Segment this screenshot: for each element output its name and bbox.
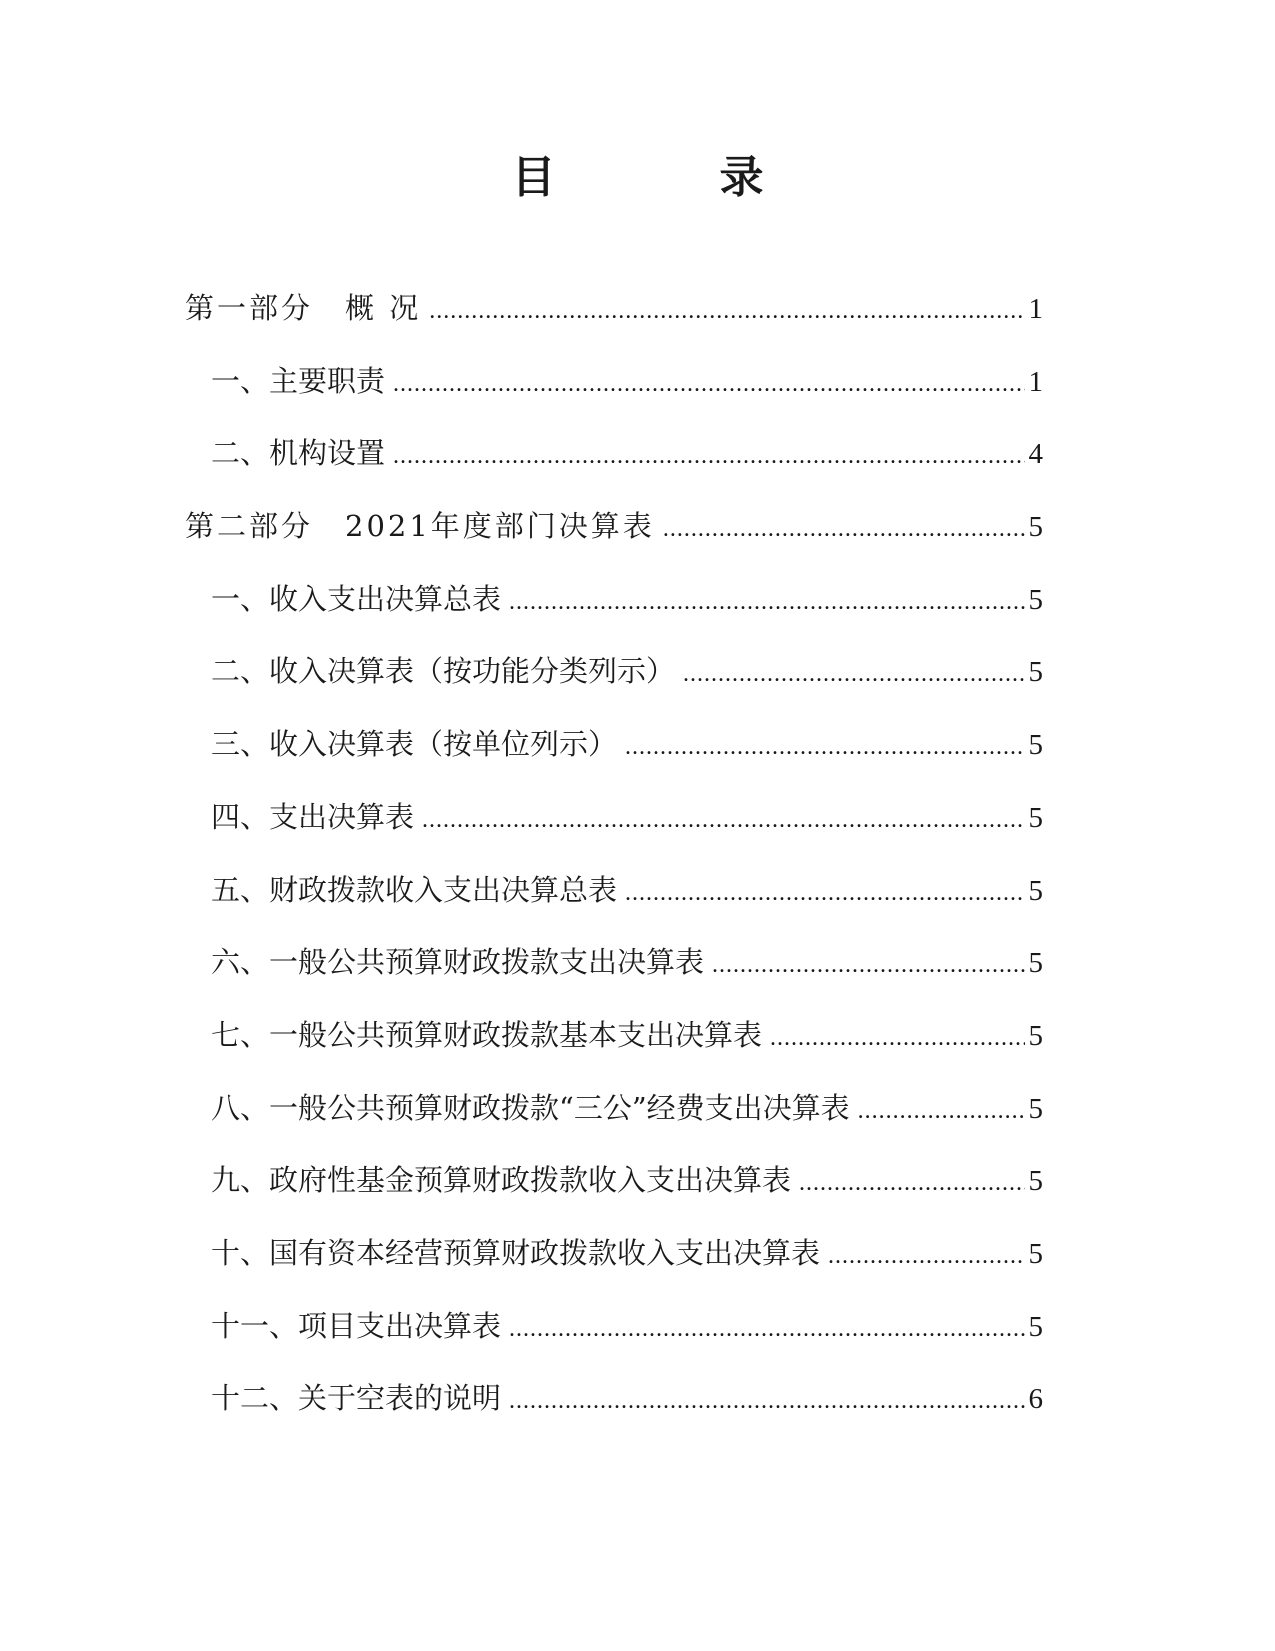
toc-entry-label: 八、一般公共预算财政拨款“三公”经费支出决算表 [211, 1090, 850, 1125]
dot-leader [393, 364, 1024, 404]
dot-leader [683, 654, 1024, 694]
toc-entry-page: 5 [1028, 1237, 1043, 1270]
toc-entry-label: 十、国有资本经营预算财政拨款收入支出决算表 [211, 1235, 821, 1270]
toc-entry-page: 5 [1028, 511, 1043, 544]
toc-entry-page: 5 [1028, 874, 1043, 907]
dot-leader [663, 509, 1025, 549]
toc-entry-label: 四、支出决算表 [211, 799, 415, 834]
toc-entry[interactable] [185, 942, 1043, 1015]
toc-entry-page: 5 [1028, 729, 1043, 762]
toc-entry-label: 一、收入支出决算总表 [211, 581, 502, 616]
toc-entry[interactable] [185, 1088, 1043, 1161]
dot-leader [422, 800, 1024, 840]
toc-entry-label: 六、一般公共预算财政拨款支出决算表 [211, 945, 705, 980]
toc-entry-page: 5 [1028, 1092, 1043, 1125]
toc-entry-label: 九、政府性基金预算财政拨款收入支出决算表 [211, 1163, 792, 1198]
toc-entry[interactable] [185, 724, 1043, 797]
toc-entry-label: 二、机构设置 [211, 436, 386, 471]
table-of-contents [185, 288, 1043, 1451]
toc-entry-label: 二、收入决算表（按功能分类列示） [211, 654, 676, 689]
toc-entry[interactable] [185, 1378, 1043, 1451]
dot-leader [799, 1163, 1024, 1203]
toc-entry[interactable] [185, 433, 1043, 506]
toc-entry-page: 5 [1028, 1019, 1043, 1052]
toc-entry[interactable] [185, 870, 1043, 943]
toc-entry-page: 5 [1028, 947, 1043, 980]
dot-leader [770, 1018, 1024, 1058]
toc-entry-label: 五、财政拨款收入支出决算总表 [211, 872, 618, 907]
dot-leader [509, 1309, 1024, 1349]
toc-entry-label: 一、主要职责 [211, 363, 386, 398]
dot-leader [625, 727, 1024, 767]
toc-entry-page: 5 [1028, 801, 1043, 834]
toc-entry[interactable] [185, 579, 1043, 652]
toc-entry[interactable] [185, 1160, 1043, 1233]
toc-entry[interactable] [185, 361, 1043, 434]
dot-leader [858, 1091, 1025, 1131]
toc-entry-page: 5 [1028, 583, 1043, 616]
page-title: 目 录 [511, 152, 824, 203]
toc-entry[interactable] [185, 797, 1043, 870]
dot-leader [509, 1381, 1024, 1421]
toc-entry-label: 第二部分 2021年度部门决算表 [185, 509, 655, 544]
dot-leader [393, 436, 1024, 476]
toc-entry-label: 三、收入决算表（按单位列示） [211, 727, 618, 762]
toc-entry-page: 1 [1028, 365, 1043, 398]
toc-entry-page: 6 [1028, 1383, 1043, 1416]
toc-entry-label: 十二、关于空表的说明 [211, 1381, 502, 1416]
toc-entry-page: 1 [1028, 293, 1043, 325]
dot-leader [712, 945, 1024, 985]
toc-entry-label: 十一、项目支出决算表 [211, 1308, 502, 1343]
toc-entry-page: 4 [1028, 438, 1043, 471]
dot-leader [625, 873, 1024, 913]
dot-leader [828, 1236, 1024, 1276]
toc-entry[interactable] [185, 506, 1043, 579]
toc-entry-label: 七、一般公共预算财政拨款基本支出决算表 [211, 1017, 763, 1052]
toc-entry-page: 5 [1028, 1165, 1043, 1198]
toc-entry-page: 5 [1028, 656, 1043, 689]
toc-entry[interactable] [185, 1233, 1043, 1306]
toc-entry-page: 5 [1028, 1310, 1043, 1343]
toc-entry-label: 第一部分 概 况 [185, 291, 422, 325]
dot-leader [429, 291, 1024, 331]
toc-entry[interactable] [185, 651, 1043, 724]
toc-entry[interactable] [185, 1015, 1043, 1088]
dot-leader [509, 582, 1024, 622]
toc-entry[interactable] [185, 288, 1043, 361]
toc-entry[interactable] [185, 1306, 1043, 1379]
